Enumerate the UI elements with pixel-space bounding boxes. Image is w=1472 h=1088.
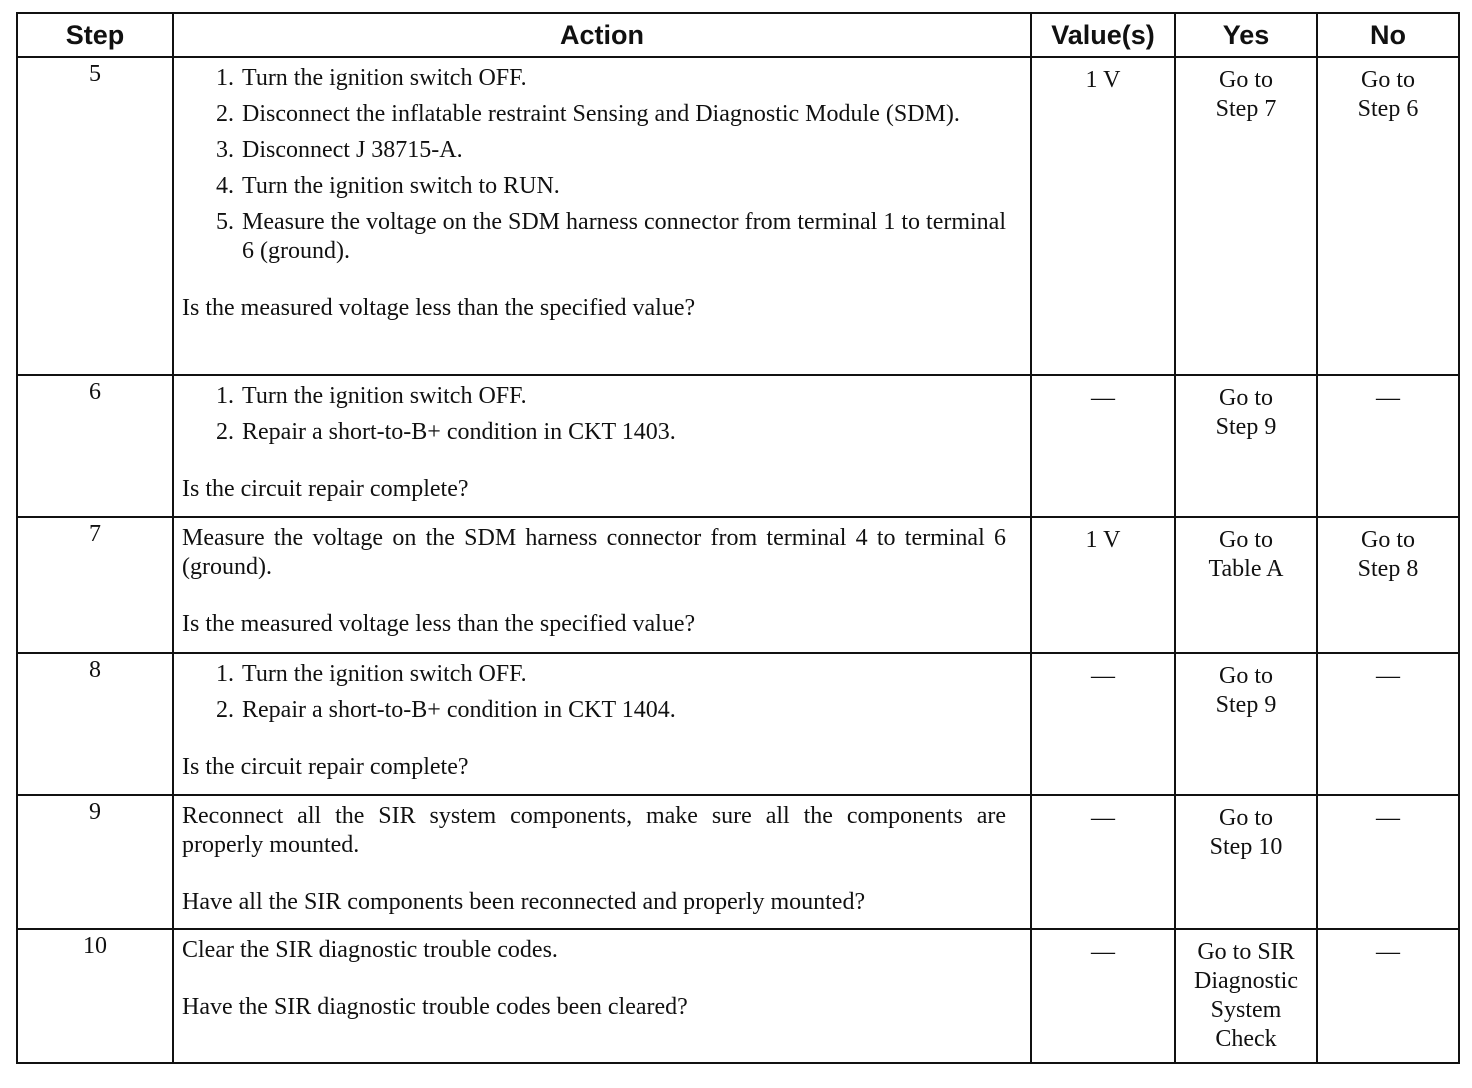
header-action: Action xyxy=(173,13,1031,57)
value-cell: — xyxy=(1031,929,1175,1063)
action-steps xyxy=(240,382,1006,447)
no-cell xyxy=(1317,929,1459,1063)
yes-line: Go to xyxy=(1219,527,1273,553)
step-number: 7 xyxy=(17,517,173,653)
action-step: 2. Repair a short-to-B+ condition in CKT 1403. xyxy=(240,418,1006,447)
value-cell: — xyxy=(1031,375,1175,517)
action-question: Is the circuit repair complete? xyxy=(182,476,469,502)
header-step: Step xyxy=(17,13,173,57)
action-cell xyxy=(173,795,1031,929)
step-number: 9 xyxy=(17,795,173,929)
action-cell xyxy=(173,653,1031,795)
yes-line: Step 9 xyxy=(1215,692,1277,718)
table-row xyxy=(17,375,1459,517)
action-text: Clear the SIR diagnostic trouble codes. xyxy=(182,937,558,963)
yes-line: Go to xyxy=(1219,805,1273,831)
action-step: 1. Turn the ignition switch OFF. xyxy=(240,382,1006,411)
no-line: Go to xyxy=(1361,67,1415,93)
action-question: Is the measured voltage less than the specified value? xyxy=(182,611,696,637)
yes-line: System xyxy=(1210,997,1282,1023)
yes-cell xyxy=(1175,57,1317,375)
no-cell xyxy=(1317,795,1459,929)
action-step: 4. Turn the ignition switch to RUN. xyxy=(240,172,1006,201)
step-number: 5 xyxy=(17,57,173,375)
action-step: 1. Turn the ignition switch OFF. xyxy=(240,64,1006,93)
no-cell xyxy=(1317,57,1459,375)
step-number: 6 xyxy=(17,375,173,517)
value-cell: 1 V xyxy=(1031,517,1175,653)
action-step: 5. Measure the voltage on the SDM harness connector from terminal 1 to terminal 6 (ground). xyxy=(240,208,1006,266)
yes-line: Step 9 xyxy=(1215,414,1277,440)
action-cell xyxy=(173,57,1031,375)
action-cell xyxy=(173,517,1031,653)
value-cell: — xyxy=(1031,653,1175,795)
action-question: Have all the SIR components been reconnected and properly mounted? xyxy=(182,889,866,915)
table-row xyxy=(17,929,1459,1063)
no-cell xyxy=(1317,375,1459,517)
yes-line: Diagnostic xyxy=(1194,968,1298,994)
no-line: — xyxy=(1376,939,1400,965)
table-row xyxy=(17,653,1459,795)
yes-line: Go to SIR xyxy=(1197,939,1295,965)
action-steps xyxy=(240,64,1006,266)
action-cell xyxy=(173,929,1031,1063)
yes-line: Go to xyxy=(1219,67,1273,93)
yes-cell xyxy=(1175,929,1317,1063)
header-no: No xyxy=(1317,13,1459,57)
action-step: 2. Repair a short-to-B+ condition in CKT 1404. xyxy=(240,696,1006,725)
yes-cell xyxy=(1175,375,1317,517)
action-steps xyxy=(240,660,1006,725)
table-row xyxy=(17,517,1459,653)
header-row xyxy=(17,13,1459,57)
table-row xyxy=(17,57,1459,375)
no-cell xyxy=(1317,517,1459,653)
action-step: 2. Disconnect the inflatable restraint Sensing and Diagnostic Module (SDM). xyxy=(240,100,1006,129)
no-line: — xyxy=(1376,805,1400,831)
yes-line: Table A xyxy=(1208,556,1284,582)
value-cell: — xyxy=(1031,795,1175,929)
no-line: Go to xyxy=(1361,527,1415,553)
no-line: — xyxy=(1376,663,1400,689)
yes-line: Step 7 xyxy=(1215,96,1277,122)
no-cell xyxy=(1317,653,1459,795)
yes-line: Step 10 xyxy=(1209,834,1283,860)
action-step: 3. Disconnect J 38715-A. xyxy=(240,136,1006,165)
action-step: 1. Turn the ignition switch OFF. xyxy=(240,660,1006,689)
header-values: Value(s) xyxy=(1031,13,1175,57)
yes-cell xyxy=(1175,517,1317,653)
header-yes: Yes xyxy=(1175,13,1317,57)
action-question: Is the measured voltage less than the specified value? xyxy=(182,295,696,321)
yes-cell xyxy=(1175,653,1317,795)
yes-line: Go to xyxy=(1219,663,1273,689)
no-line: Step 6 xyxy=(1357,96,1419,122)
no-line: — xyxy=(1376,385,1400,411)
value-cell: 1 V xyxy=(1031,57,1175,375)
yes-line: Go to xyxy=(1219,385,1273,411)
action-text: Reconnect all the SIR system components, make sure all the components are properly mounted. xyxy=(182,803,1006,858)
action-text: Measure the voltage on the SDM harness connector from terminal 4 to terminal 6 (ground). xyxy=(182,525,1006,580)
action-question: Is the circuit repair complete? xyxy=(182,754,469,780)
step-number: 10 xyxy=(17,929,173,1063)
step-number: 8 xyxy=(17,653,173,795)
no-line: Step 8 xyxy=(1357,556,1419,582)
yes-cell xyxy=(1175,795,1317,929)
yes-line: Check xyxy=(1215,1026,1277,1052)
action-question: Have the SIR diagnostic trouble codes been cleared? xyxy=(182,994,688,1020)
action-cell xyxy=(173,375,1031,517)
diagnostic-table xyxy=(16,12,1460,1064)
table-row xyxy=(17,795,1459,929)
